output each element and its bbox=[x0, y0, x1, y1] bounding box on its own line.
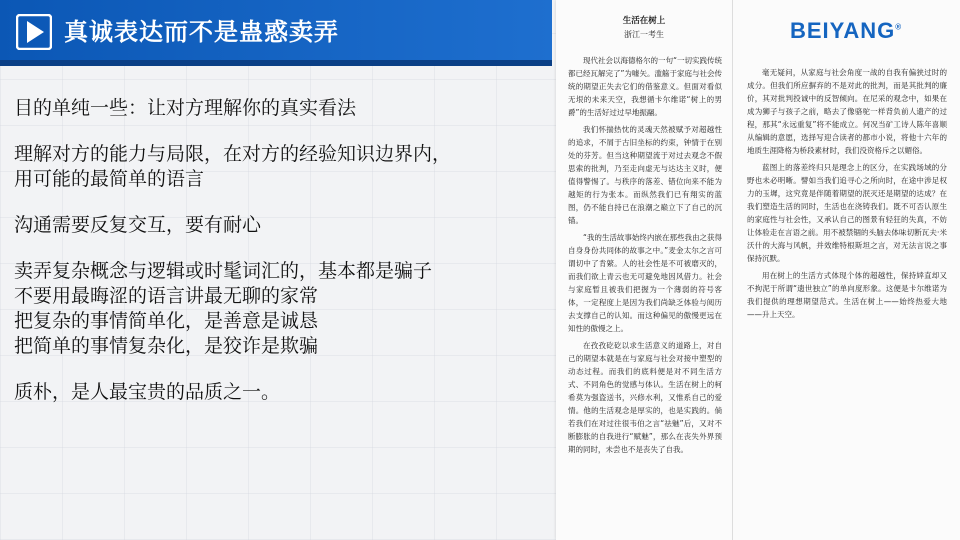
title-underline bbox=[0, 60, 552, 66]
line-gap bbox=[14, 121, 554, 142]
body-line: 沟通需要反复交互，要有耐心 bbox=[14, 214, 262, 236]
essay-paragraph: 蓝图上的落差终归只是理念上的区分，在实践场域的分野也未必明晰。譬如当我们追寻心之所向时，在途中涉足权力的玉墀，这究竟是伴随着期望的泯灭还是期望的达成？在我们塑造生活的同时，生活也在浇铸我们。既不可否认原生的家庭性与社会性，又承认自己的图景有轻狂的失真，不妨让体验走在言语之前。用不被禁锢的头脑去体味切断瓦夫·米沃什的大海与风帆，并效维特根斯坦之言，对无法言说之事保持沉默。 bbox=[747, 163, 947, 263]
essay-paragraph: “我的生活故事始终内嵌在那些我由之获得自身身份共同体的故事之中。”麦金太尔之言可谓切中了肯綮。人的社会性是不可被磨灭的，而我们欲上青云也无可避免地因风借力。社会与家庭暂且被我们把握为一个薄弱的符号客体，一定程度上是因为我们尚缺乏体验与阅历去支撑自己的认知。而这种偏见的傲慢更远在知性的傲慢之上。 bbox=[568, 233, 722, 333]
brand-logo bbox=[790, 18, 902, 44]
body-text bbox=[14, 96, 554, 405]
body-line: 卖弄复杂概念与逻辑或时髦词汇的，基本都是骗子 bbox=[14, 260, 433, 282]
essay-paragraph: 毫无疑问，从家庭与社会角度一战的自我有偏狭过时的成分。但我们所应摒弃的不是对此的批判，而是其批判的廉价，其对批判投诚中的反智倾向。在尼采的观念中，如果在成为狮子与孩子之前，略去了像骆驼一样背负前人遗产的过程，那其“永远重复”将不能成立。何况当矿工诗人陈年喜顺从编辑的意愿，选择写迎合读者的都市小说，将他十六年的地质生涯降格为桥段素材时，我们没资格斥之以媚俗。 bbox=[747, 68, 947, 155]
line-gap bbox=[14, 238, 554, 259]
line-gap bbox=[14, 192, 554, 213]
body-line: 把简单的事情复杂化，是狡诈是欺骗 bbox=[14, 335, 319, 357]
essay-author: 浙江一考生 bbox=[624, 30, 664, 39]
body-line: 用可能的最简单的语言 bbox=[14, 168, 205, 190]
registered-mark-icon: ® bbox=[895, 22, 903, 32]
essay-paragraph: 在孜孜矻矻以求生活意义的道路上，对自己的期望本就是在与家庭与社会对接中塑型的动态过程。而我们的底料便是对不同生活方式、不同角色的觉感与体认。生活在树上的柯希莫为强盗送书，兴修水利，又惟系自己的爱情。他的生活观念是厚实的，也是实践的。倘若我们在对过往很韦伯之言“祛魅”后，又对不断膨胀的自我进行“赋魅”，那么在丧失外界预期的同时，未尝也不是丧失了自我。 bbox=[568, 341, 722, 454]
essay-right-column bbox=[747, 66, 947, 321]
body-line: 目的单纯一些：让对方理解你的真实看法 bbox=[14, 97, 357, 119]
title-bar bbox=[0, 0, 552, 66]
body-line: 把复杂的事情简单化，是善意是诚恳 bbox=[14, 310, 319, 332]
essay-paragraph: 我们怀揣热忱的灵魂天然被赋予对超越性的追求，不屑于古旧坐标的约束，钟情于在别处的芬芳。但当这种期望流于对过去观念不假思索的批判，乃至走向虚无与达达主义时，便值得警惕了。与秩序的落差、错位向来不能为越矩的行为张本。而纵然我们已有翔实的蓝图，仍不能自持已在浪潮之巅立下了自己的沉锚。 bbox=[568, 125, 722, 225]
body-line: 不要用最晦涩的语言讲最无聊的家常 bbox=[14, 285, 319, 307]
brand-logo-text: BEIYANG bbox=[790, 18, 896, 43]
essay-paragraph: 现代社会以海德格尔的一句“一切实践传统都已经瓦解完了”为噱矢。滥觞于家庭与社会传统的期望正失去它们的借鉴意义。但面对看似无垠的未来天空，我想循卡尔维诺“树上的男爵”的生活好过过早地振翮。 bbox=[568, 56, 722, 117]
body-line: 理解对方的能力与局限，在对方的经验知识边界内， bbox=[14, 143, 452, 165]
essay-left-column bbox=[568, 54, 722, 456]
essay-page-left bbox=[556, 0, 732, 540]
play-arrow-icon bbox=[16, 14, 52, 50]
line-gap bbox=[14, 359, 554, 380]
body-line: 质朴，是人最宝贵的品质之一。 bbox=[14, 381, 281, 403]
essay-title: 生活在树上 bbox=[622, 16, 666, 26]
essay-paragraph: 用在树上的生活方式体现个体的超越性，保持婞直却又不拘泥于所谓“遗世独立”的单向度形象。这便是卡尔维诺为我们提供的理想期望范式。生活在树上——始终热爱大地——升上天空。 bbox=[747, 271, 947, 319]
essay-page-right bbox=[732, 0, 960, 540]
slide-title: 真诚表达而不是蛊惑卖弄 bbox=[64, 18, 339, 46]
